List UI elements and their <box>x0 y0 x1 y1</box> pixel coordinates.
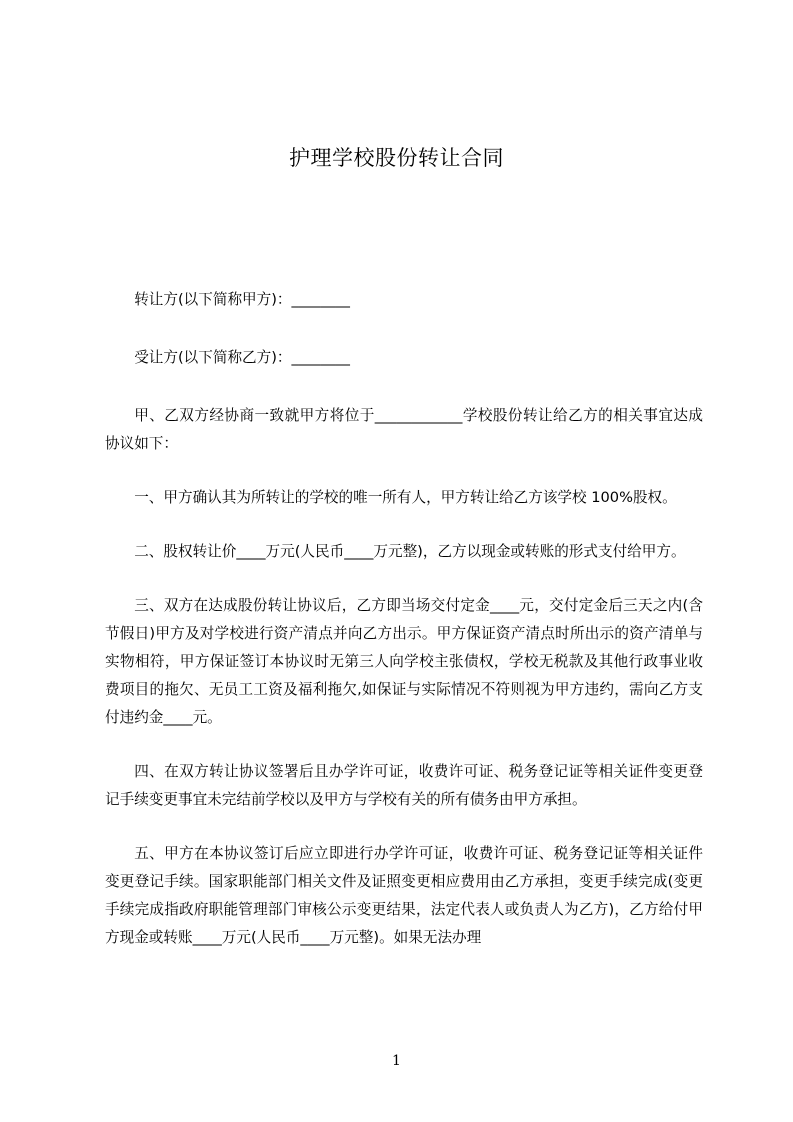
page-number: 1 <box>392 1053 401 1069</box>
transferee-line: 受让方(以下简称乙方)：________ <box>134 349 350 366</box>
clause-3-paragraph: 三、双方在达成股份转让协议后，乙方即当场交付定金____元，交付定金后三天之内(含节假日)甲方及对学校进行资产清点并向乙方出示。甲方保证资产清点时所出示的资产清单与实物相符，甲方保证签订本协议时无第三人向学校主张债权，学校无税款及其他行政事业收费项目的拖欠、无员工工资及福利拖欠,如保证与实际情况不符则视为甲方违约，需向乙方支付违约金____元。 <box>105 597 703 726</box>
clause-2-paragraph: 二、股权转让价____万元(人民币____万元整)，乙方以现金或转账的形式支付给甲方。 <box>134 543 686 560</box>
contract-body <box>105 286 703 978</box>
preamble-paragraph: 甲、乙双方经协商一致就甲方将位于____________学校股份转让给乙方的相关事宜达成协议如下： <box>105 407 703 452</box>
transferor-line: 转让方(以下简称甲方)：________ <box>134 291 350 308</box>
document-title: 护理学校股份转让合同 <box>289 146 504 170</box>
clause-4-paragraph: 四、在双方转让协议签署后且办学许可证，收费许可证、税务登记证等相关证件变更登记手续变更事宜未完结前学校以及甲方与学校有关的所有债务由甲方承担。 <box>105 763 703 808</box>
clause-1-paragraph: 一、甲方确认其为所转让的学校的唯一所有人，甲方转让给乙方该学校 100%股权。 <box>134 489 677 506</box>
clause-5-paragraph: 五、甲方在本协议签订后应立即进行办学许可证，收费许可证、税务登记证等相关证件变更登记手续。国家职能部门相关文件及证照变更相应费用由乙方承担，变更手续完成(变更手续完成指政府职能管理部门审核公示变更结果，法定代表人或负责人为乙方)，乙方给付甲方现金或转账____万元(人民币____万元整)。如果无法办理 <box>105 845 703 946</box>
